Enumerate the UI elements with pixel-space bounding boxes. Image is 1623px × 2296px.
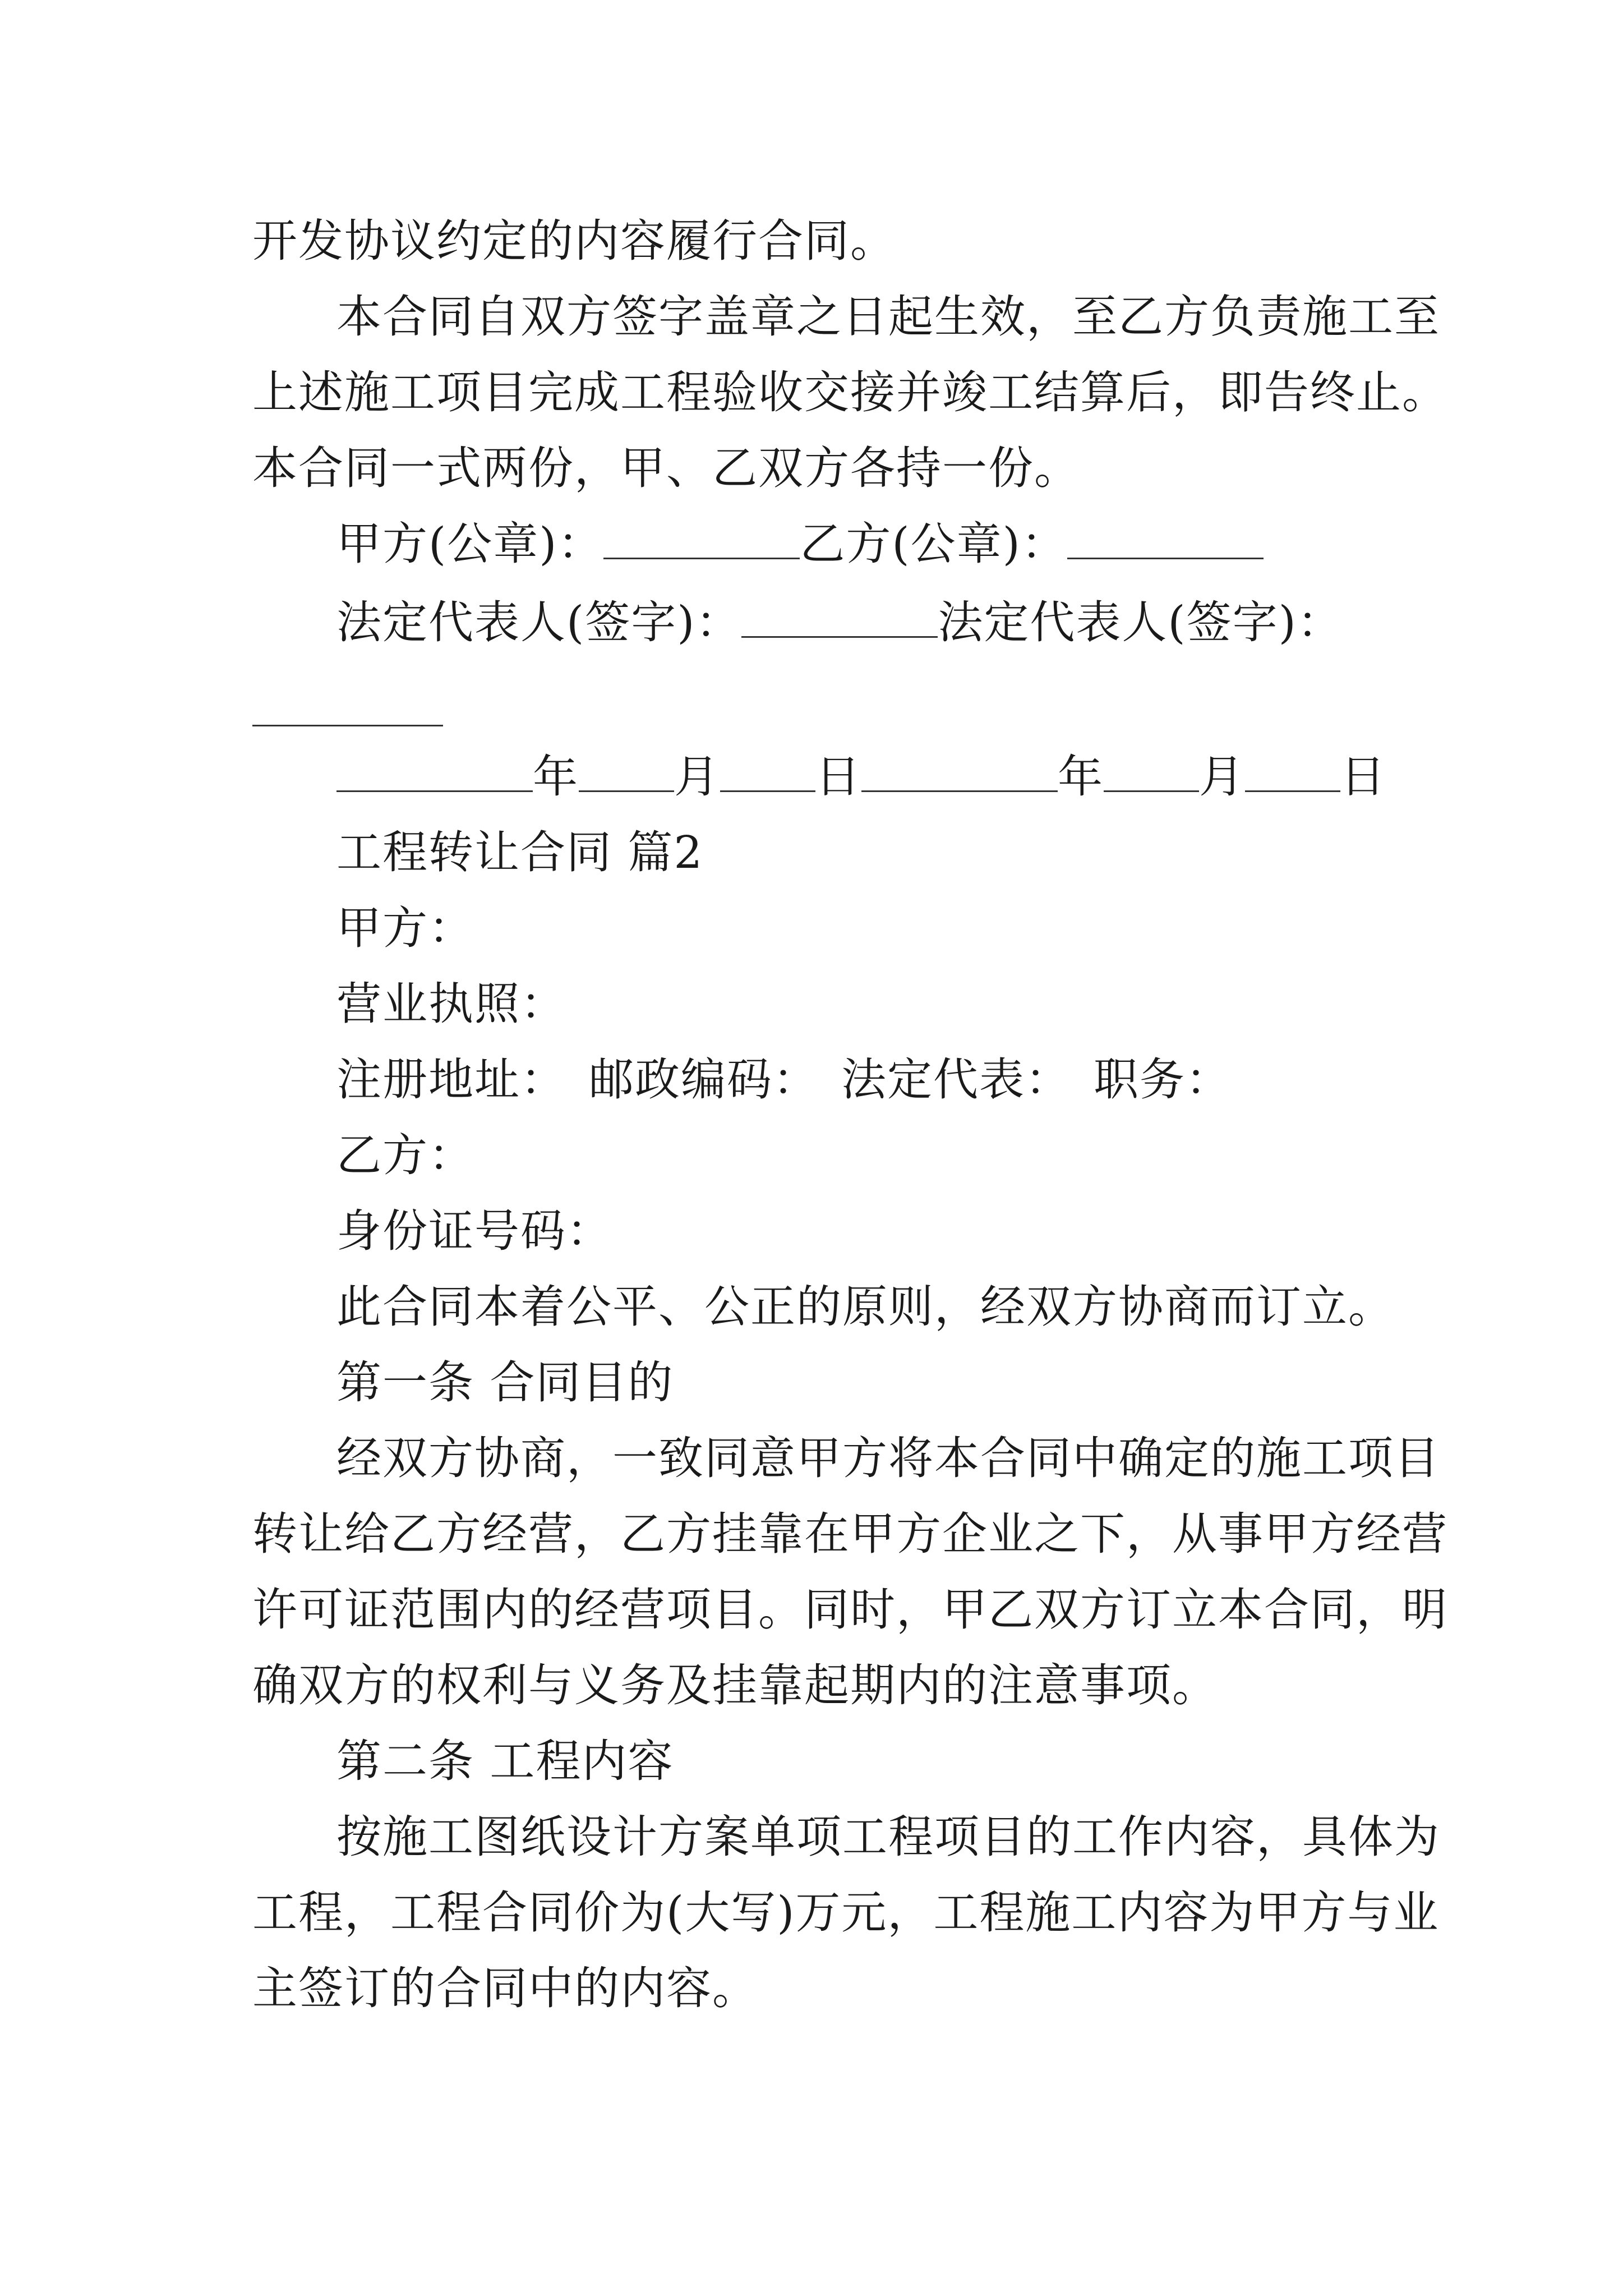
party-a-seal-label: 甲方(公章)： [336,518,604,570]
paragraph-line: 工程，工程合同价为(大写)万元，工程施工内容为甲方与业 [252,1887,1440,1939]
postcode-field: 邮政编码： [589,1053,819,1106]
seal-line [336,516,1264,572]
year-blank [861,751,1058,792]
month-label: 月 [674,751,720,803]
paragraph-line: 许可证范围内的经营项目。同时，甲乙双方订立本合同，明 [252,1584,1448,1636]
paragraph-line: 上述施工项目完成工程验收交接并竣工结算后，即告终止。 [252,366,1448,418]
party-b-rep-blank [252,725,443,726]
day-label: 日 [815,751,861,803]
article-title: 第二条 工程内容 [336,1735,674,1787]
month-blank [579,751,674,792]
day-blank [1245,751,1340,792]
paragraph-line: 本合同自双方签字盖章之日起生效，至乙方负责施工至 [336,291,1440,343]
id-number-field: 身份证号码： [336,1205,612,1257]
section-title: 工程转让合同 篇2 [336,826,704,878]
year-label: 年 [1058,751,1104,803]
party-a-rep-blank [741,597,938,638]
reg-address-field: 注册地址： [336,1053,566,1106]
party-b-seal-blank [1067,518,1264,559]
paragraph-line: 此合同本着公平、公正的原则，经双方协商而订立。 [336,1281,1394,1333]
paragraph-line: 本合同一式两份，甲、乙双方各持一份。 [252,442,1080,494]
address-line [336,1052,1232,1108]
paragraph-line: 按施工图纸设计方案单项工程项目的工作内容，具体为 [336,1811,1440,1863]
paragraph-line: 转让给乙方经营，乙方挂靠在甲方企业之下，从事甲方经营 [252,1508,1448,1560]
article-title: 第一条 合同目的 [336,1356,674,1409]
party-a-field: 甲方： [336,902,474,954]
date-line [336,749,1386,805]
party-b-rep-label: 法定代表人(签字)： [938,596,1343,648]
paragraph-line: 经双方协商，一致同意甲方将本合同中确定的施工项目 [336,1432,1440,1484]
legal-rep-field: 法定代表： [841,1053,1071,1106]
party-b-field: 乙方： [336,1129,474,1181]
year-label: 年 [533,751,579,803]
party-a-seal-blank [603,518,800,559]
month-label: 月 [1199,751,1245,803]
paragraph-line: 主签订的合同中的内容。 [252,1962,758,2014]
paragraph-line: 开发协议约定的内容履行合同。 [252,215,896,267]
license-field: 营业执照： [336,978,566,1030]
day-label: 日 [1340,751,1386,803]
year-blank [336,751,533,792]
party-b-seal-label: 乙方(公章)： [800,518,1067,570]
signature-line [336,595,1343,651]
position-field: 职务： [1094,1053,1232,1106]
day-blank [720,751,815,792]
paragraph-line: 确双方的权利与义务及挂靠起期内的注意事项。 [252,1659,1218,1711]
party-a-rep-label: 法定代表人(签字)： [336,596,742,648]
month-blank [1104,751,1199,792]
